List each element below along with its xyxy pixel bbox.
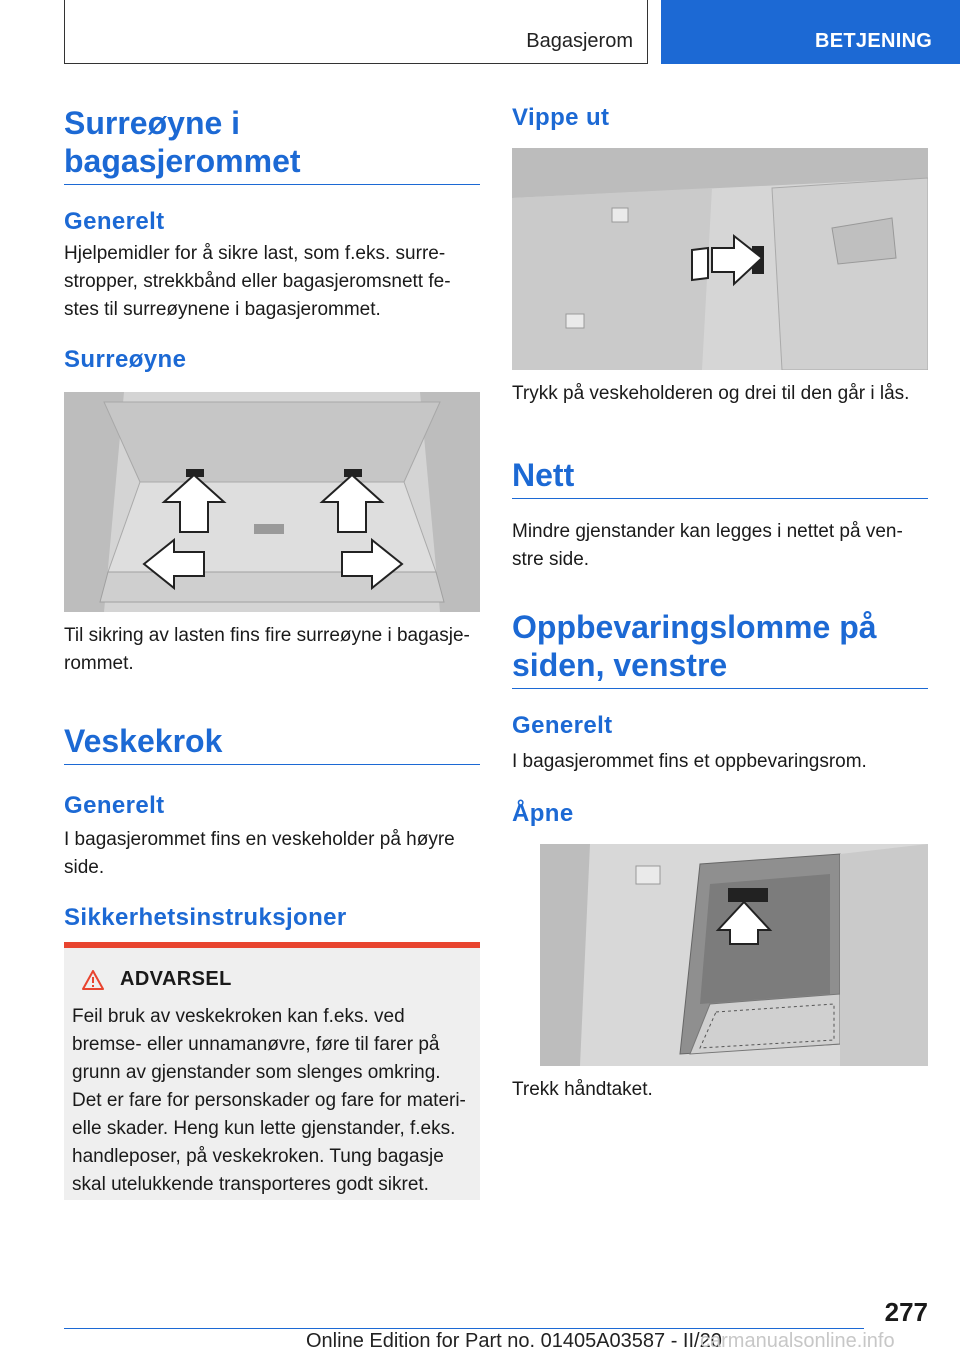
warning-text: Feil bruk av veskekroken kan f.eks. ved bremse- eller unnamanøvre, føre til farer på grunn av gjenstander som slenges omkring. Det er fare for personskader og fare for materi-elle skader. Heng kun lette gjenstander, f.eks. handleposer, på veskekroken. Tung bagasje skal utelukkende transporteres godt sikret.: [72, 1006, 466, 1195]
title-oppbevaringslomme: [512, 608, 928, 689]
footer-edition: Online Edition for Part no. 01405A03587 - II/20: [306, 1330, 722, 1352]
heading-generelt: Generelt: [64, 208, 165, 235]
heading-vippe-ut: Vippe ut: [512, 104, 610, 131]
image-storage-compartment: [540, 844, 928, 1066]
header-chapter-tab: [661, 0, 960, 64]
warning-box: [64, 942, 480, 1200]
page-number: 277: [884, 1297, 928, 1327]
warning-title: ADVARSEL: [120, 968, 232, 990]
heading-surreoyne: Surreøyne: [64, 346, 187, 373]
warning-title-row: [82, 968, 472, 991]
heading-sikkerhet: Sikkerhetsinstruksjoner: [64, 904, 347, 931]
title-surreoyne: [64, 104, 480, 185]
heading-oppb-generelt: Generelt: [512, 712, 613, 739]
heading-apne: Åpne: [512, 800, 574, 827]
title-nett: Nett: [512, 456, 928, 499]
image-cargo-lashing-eyes: [64, 392, 480, 612]
heading-veskekrok-generelt: Generelt: [64, 792, 165, 819]
nett-text: Mindre gjenstander kan legges i nettet på ven-stre side.: [512, 521, 903, 570]
generelt-text: Hjelpemidler for å sikre last, som f.eks. surre-stropper, strekkbånd eller bagasjeromsnett fe-stes til surreøynene i bagasjerommet.: [64, 243, 451, 320]
header-section-box: [64, 0, 648, 64]
apne-caption: Trekk håndtaket.: [512, 1079, 653, 1100]
header-section-label: Bagasjerom: [526, 30, 633, 52]
title-line-2: siden, venstre: [512, 647, 728, 683]
veskekrok-generelt-text: I bagasjerommet fins en veskeholder på høyre side.: [64, 829, 455, 878]
title-line-2: bagasjerommet: [64, 143, 301, 179]
surreoyne-caption: Til sikring av lasten fins fire surreøyne i bagasje-rommet.: [64, 625, 470, 674]
warning-triangle-icon: [82, 970, 104, 990]
oppb-generelt-text: I bagasjerommet fins et oppbevaringsrom.: [512, 751, 867, 772]
watermark: carmanualsonline.info: [700, 1330, 895, 1352]
image-bag-hook: [512, 148, 928, 370]
title-line-1: Oppbevaringslomme på: [512, 609, 877, 645]
title-veskekrok: Veskekrok: [64, 722, 480, 765]
vippe-caption: Trykk på veskeholderen og drei til den går i lås.: [512, 383, 910, 404]
header-chapter-label: BETJENING: [815, 30, 933, 52]
title-line-1: Surreøyne i: [64, 105, 241, 141]
footer-rule: [64, 1328, 864, 1329]
